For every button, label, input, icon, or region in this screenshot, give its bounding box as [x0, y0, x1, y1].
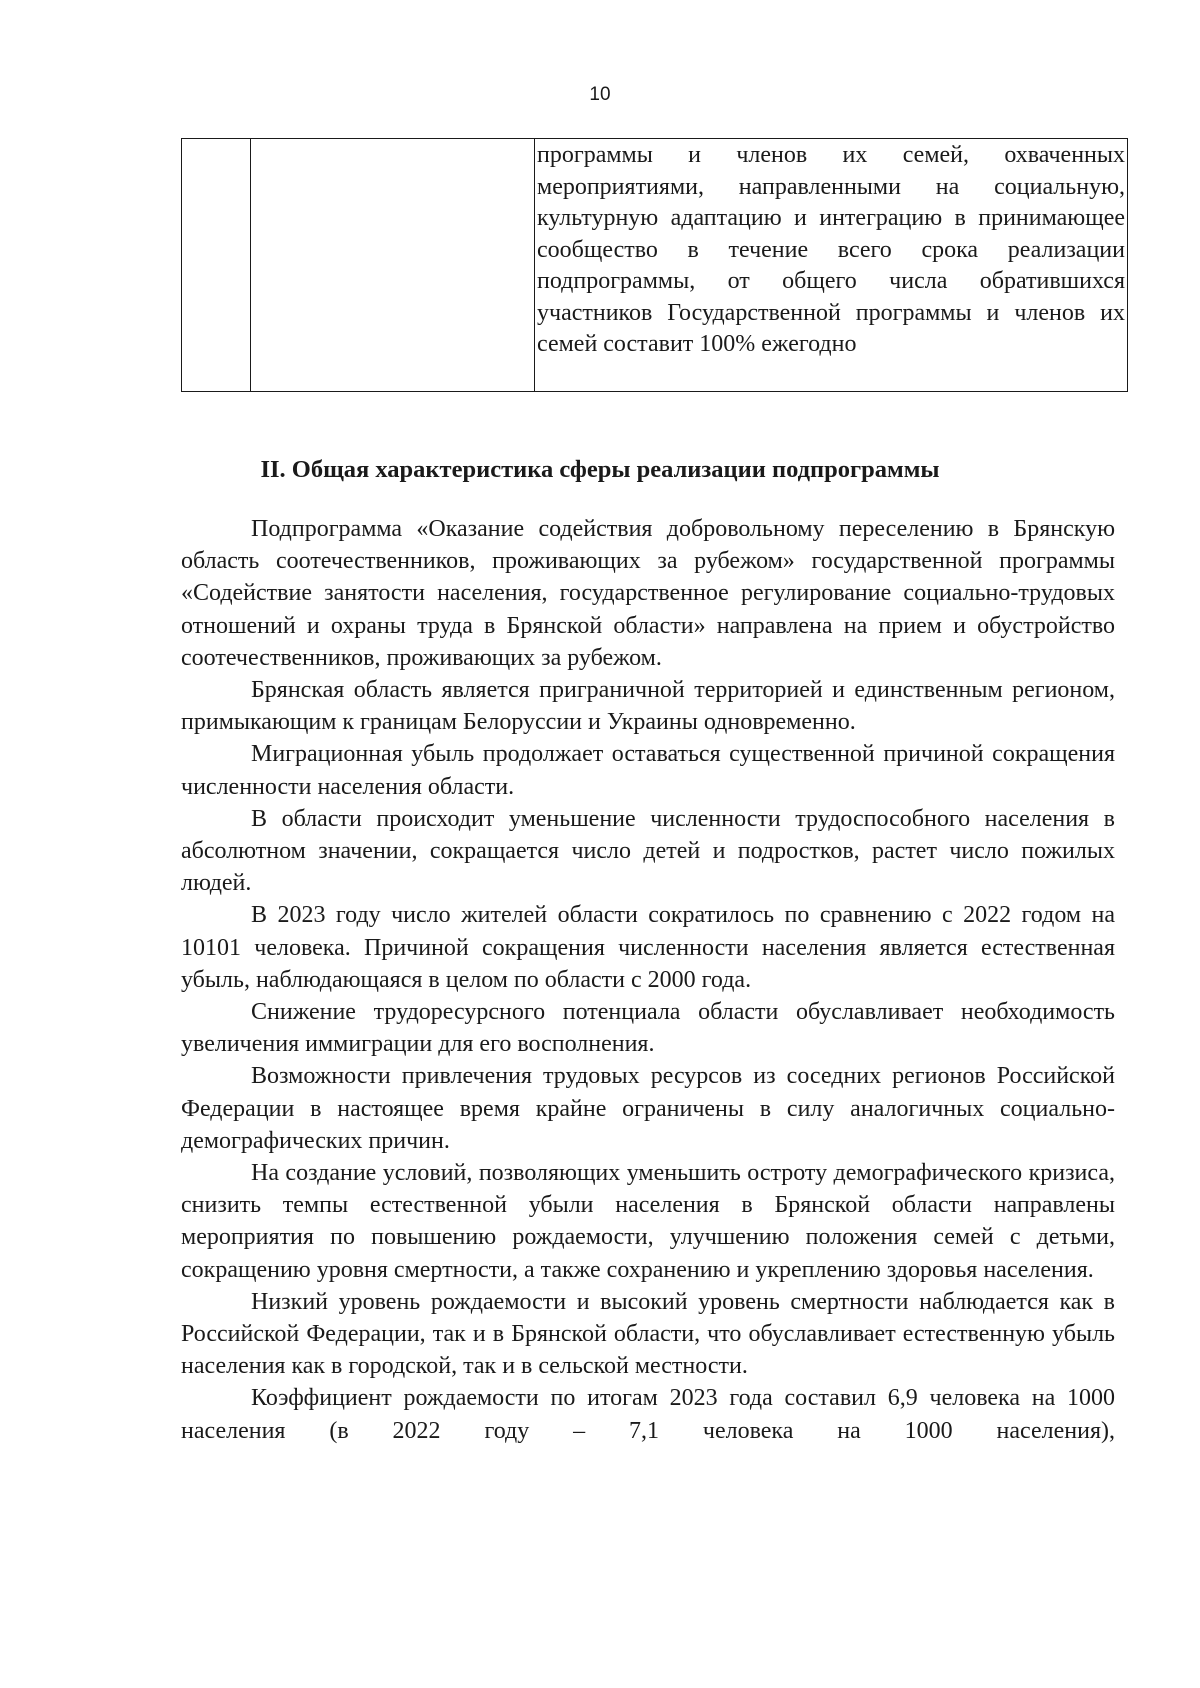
- table-cell-description: [535, 139, 1128, 392]
- section-heading: II. Общая характеристика сферы реализации подпрограммы: [260, 456, 940, 483]
- paragraph: Низкий уровень рождаемости и высокий уровень смертности наблюдается как в Российской Федерации, так и в Брянской области, что обуславливает естественную убыль населения как в городской, так и в сельской местности.: [181, 1288, 1115, 1380]
- paragraph: В 2023 году число жителей области сократилось по сравнению с 2022 годом на 10101 человека. Причиной сокращения численности населения является естественная убыль, наблюдающаяся в целом по области с 2000 года.: [181, 902, 1115, 993]
- paragraph: Миграционная убыль продолжает оставаться существенной причиной сокращения численности населения области.: [181, 741, 1115, 800]
- table-cell-name: [251, 139, 535, 392]
- paragraph: Брянская область является приграничной территорией и единственным регионом, примыкающим к границам Белоруссии и Украины одновременно.: [181, 677, 1115, 736]
- continued-table: [181, 138, 1128, 392]
- section-body: [181, 513, 1115, 1447]
- paragraph: Снижение трудоресурсного потенциала области обуславливает необходимость увеличения иммиграции для его восполнения.: [181, 999, 1115, 1058]
- paragraph: На создание условий, позволяющих уменьшить остроту демографического кризиса, снизить темпы естественной убыли населения в Брянской области направлены мероприятия по повышению рождаемости, улучшению положения семей с детьми, сокращению уровня смертности, а также сохранению и укреплению здоровья населения.: [181, 1160, 1115, 1283]
- page-number: 10: [589, 84, 611, 105]
- table-cell-number: [182, 139, 251, 392]
- paragraph: Подпрограмма «Оказание содействия добровольному переселению в Брянскую область соотечественников, проживающих за рубежом» государственной программы «Содействие занятости населения, государственное регулирование социально-трудовых отношений и охраны труда в Брянской области» направлена на прием и обустройство соотечественников, проживающих за рубежом.: [181, 516, 1115, 671]
- paragraph: Коэффициент рождаемости по итогам 2023 года составил 6,9 человека на 1000 населения (в 2022 году – 7,1 человека на 1000 населения),: [181, 1385, 1115, 1444]
- table-cell-text: программы и членов их семей, охваченных мероприятиями, направленными на социальную, культурную адаптацию и интеграцию в принимающее сообщество в течение всего срока реализации подпрограммы, от общего числа обратившихся участников Государственной программы и членов их семей составит 100% ежегодно: [537, 142, 1125, 357]
- table-row: [182, 139, 1128, 392]
- paragraph: Возможности привлечения трудовых ресурсов из соседних регионов Российской Федерации в настоящее время крайне ограничены в силу аналогичных социально-демографических причин.: [181, 1063, 1115, 1154]
- paragraph: В области происходит уменьшение численности трудоспособного населения в абсолютном значении, сокращается число детей и подростков, растет число пожилых людей.: [181, 805, 1115, 897]
